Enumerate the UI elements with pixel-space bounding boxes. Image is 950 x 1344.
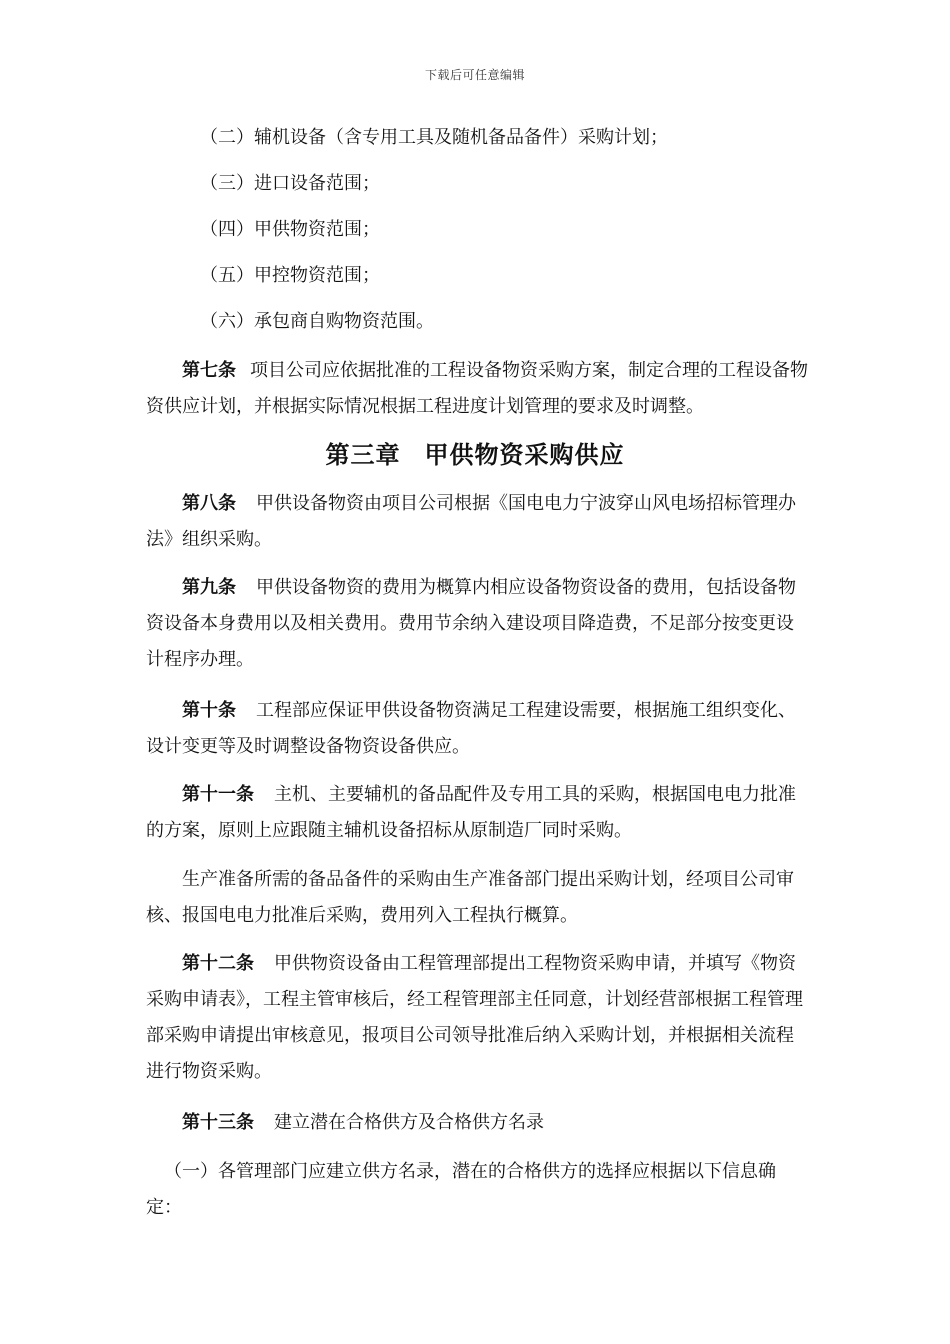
article-9-text: 甲供设备物资的费用为概算内相应设备物资设备的费用，包括设备物资设备本身费用以及相关费用。费用节余纳入建设项目降造费，不足部分按变更设计程序办理。 — [146, 577, 796, 670]
article-13 — [146, 1105, 810, 1141]
article-12-label: 第十二条 — [182, 953, 254, 974]
list-item-contractor-purchased-materials: （六）承包商自购物资范围。 — [200, 311, 434, 332]
article-10 — [146, 693, 810, 765]
article-12 — [146, 946, 810, 1090]
article-8-label: 第八条 — [182, 493, 236, 514]
article-10-text: 工程部应保证甲供设备物资满足工程建设需要，根据施工组织变化、设计变更等及时调整设备物资设备供应。 — [146, 700, 796, 757]
chapter-3-title: 甲供物资采购供应 — [424, 441, 625, 469]
article-11-text: 主机、主要辅机的备品配件及专用工具的采购，根据国电电力批准的方案，原则上应跟随主辅机设备招标从原制造厂同时采购。 — [146, 784, 796, 841]
article-9 — [146, 570, 810, 678]
article-7 — [146, 353, 810, 425]
article-13-subitem-1: （一）各管理部门应建立供方名录，潜在的合格供方的选择应根据以下信息确定： — [146, 1161, 776, 1218]
article-9-label: 第九条 — [182, 577, 236, 598]
page-header: 下载后可任意编辑 — [424, 68, 525, 82]
list-item-auxiliary-equipment: （二）辅机设备（含专用工具及随机备品备件）采购计划； — [200, 127, 668, 148]
article-13-label: 第十三条 — [182, 1112, 254, 1133]
article-11 — [146, 777, 810, 849]
article-12-text: 甲供物资设备由工程管理部提出工程物资采购申请，并填写《物资采购申请表》，工程主管审核后，经工程管理部主任同意，计划经营部根据工程管理部采购申请提出审核意见，报项目公司领导批准后纳入采购计划，并根据相关流程进行物资采购。 — [146, 953, 803, 1082]
article-13-text: 建立潜在合格供方及合格供方名录 — [274, 1112, 544, 1133]
list-item-owner-controlled-materials: （五）甲控物资范围； — [200, 265, 380, 286]
list-item-imported-equipment: （三）进口设备范围； — [200, 173, 380, 194]
article-8-text: 甲供设备物资由项目公司根据《国电电力宁波穿山风电场招标管理办法》组织采购。 — [146, 493, 796, 550]
article-10-label: 第十条 — [182, 700, 236, 721]
chapter-3-number: 第三章 — [325, 441, 401, 469]
chapter-3-heading — [0, 437, 950, 473]
article-11-paragraph-2: 生产准备所需的备品备件的采购由生产准备部门提出采购计划，经项目公司审核、报国电电力批准后采购，费用列入工程执行概算。 — [146, 869, 794, 926]
list-item-owner-supplied-materials: （四）甲供物资范围； — [200, 219, 380, 240]
article-7-text: 项目公司应依据批准的工程设备物资采购方案，制定合理的工程设备物资供应计划，并根据实际情况根据工程进度计划管理的要求及时调整。 — [146, 360, 808, 417]
article-8 — [146, 486, 810, 558]
article-11-label: 第十一条 — [182, 784, 254, 805]
article-7-label: 第七条 — [182, 360, 236, 381]
